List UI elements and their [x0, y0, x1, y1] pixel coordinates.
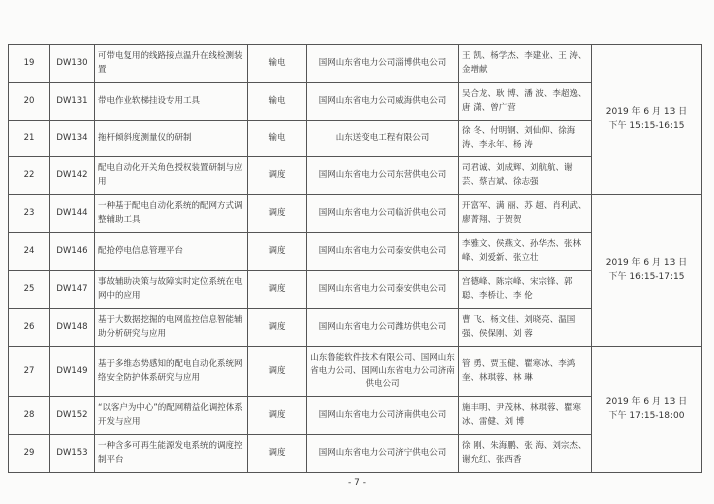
project-category: 调度: [248, 397, 307, 435]
time-slot: [592, 195, 702, 347]
row-number: 21: [9, 121, 50, 157]
row-number: 20: [9, 83, 50, 121]
time-date: 2019 年 6 月 13 日: [605, 258, 688, 268]
project-category: 调度: [248, 309, 307, 347]
project-title: 事故辅助决策与故障实时定位系统在电网中的应用: [95, 271, 248, 309]
project-code: DW149: [50, 347, 95, 397]
row-number: 22: [9, 157, 50, 195]
row-number: 19: [9, 45, 50, 83]
authors: 宫德峰、陈宗峰、宋宗锋、郭 聪、李桥让、李 伦: [459, 271, 592, 309]
organization: 国网山东省电力公司临沂供电公司: [307, 195, 459, 233]
authors: 吴合龙、耿 博、潘 波、李超逸、唐 潇、曾广营: [459, 83, 592, 121]
time-slot: [592, 45, 702, 195]
organization: 国网山东省电力公司泰安供电公司: [307, 271, 459, 309]
project-category: 输电: [248, 83, 307, 121]
authors: 司君诚、刘成辉、刘航航、谢 芸、蔡吉斌、徐志强: [459, 157, 592, 195]
authors: 管 勇、贾玉健、瞿寒冰、李鸿奎、林琪蓉、林 琳: [459, 347, 592, 397]
time-slot: [592, 347, 702, 473]
project-title: 配抢停电信息管理平台: [95, 233, 248, 271]
row-number: 29: [9, 435, 50, 473]
time-range: 下午 16:15-17:15: [608, 271, 685, 282]
authors: 李雅文、侯燕文、孙华杰、张林峰、刘爱新、张立壮: [459, 233, 592, 271]
organization: 山东送变电工程有限公司: [307, 121, 459, 157]
project-title: 一种基于配电自动化系统的配网方式调整辅助工具: [95, 195, 248, 233]
organization: 国网山东省电力公司济宁供电公司: [307, 435, 459, 473]
project-code: DW146: [50, 233, 95, 271]
project-category: 调度: [248, 157, 307, 195]
project-code: DW153: [50, 435, 95, 473]
project-title: 拖杆倾斜度测量仪的研制: [95, 121, 248, 157]
project-title: 基于大数据挖掘的电网监控信息智能辅助分析研究与应用: [95, 309, 248, 347]
project-title: 配电自动化开关角色授权装置研制与应用: [95, 157, 248, 195]
project-title: 基于多维态势感知的配电自动化系统网络安全防护体系研究与应用: [95, 347, 248, 397]
page-number: - 7 -: [348, 478, 366, 488]
row-number: 26: [9, 309, 50, 347]
authors: 施丰明、尹茂林、林琪蓉、瞿寒冰、雷健、刘 博: [459, 397, 592, 435]
organization: 国网山东省电力公司东营供电公司: [307, 157, 459, 195]
organization: 山东鲁能软件技术有限公司、国网山东省电力公司、国网山东省电力公司济南供电公司: [307, 347, 459, 397]
project-category: 输电: [248, 121, 307, 157]
authors: 曹 飞、杨文佳、刘晓亮、温国强、侯保刚、刘 蓉: [459, 309, 592, 347]
project-code: DW144: [50, 195, 95, 233]
organization: 国网山东省电力公司泰安供电公司: [307, 233, 459, 271]
project-code: DW131: [50, 83, 95, 121]
time-range: 下午 15:15-16:15: [608, 120, 685, 131]
project-title: “以客户为中心”的配网精益化调控体系开发与应用: [95, 397, 248, 435]
row-number: 23: [9, 195, 50, 233]
row-number: 27: [9, 347, 50, 397]
project-category: 调度: [248, 435, 307, 473]
project-category: 调度: [248, 233, 307, 271]
project-title: 一种含多可再生能源发电系统的调度控制平台: [95, 435, 248, 473]
project-code: DW142: [50, 157, 95, 195]
project-category: 调度: [248, 271, 307, 309]
project-code: DW148: [50, 309, 95, 347]
project-code: DW147: [50, 271, 95, 309]
project-category: 调度: [248, 347, 307, 397]
project-category: 输电: [248, 45, 307, 83]
project-title: 带电作业软梯挂设专用工具: [95, 83, 248, 121]
project-title: 可带电复用的线路接点温升在线检测装置: [95, 45, 248, 83]
organization: 国网山东省电力公司济南供电公司: [307, 397, 459, 435]
time-range: 下午 17:15-18:00: [608, 410, 685, 421]
table-row: [9, 45, 702, 83]
organization: 国网山东省电力公司淄博供电公司: [307, 45, 459, 83]
time-date: 2019 年 6 月 13 日: [605, 107, 688, 117]
schedule-table: [8, 44, 702, 473]
project-code: DW152: [50, 397, 95, 435]
project-category: 调度: [248, 195, 307, 233]
authors: 开富军、满 丽、苏 超、肖利武、廖菁翔、于贺贺: [459, 195, 592, 233]
authors: 王 凯、杨学杰、李建业、王 涛、金增献: [459, 45, 592, 83]
table-row: [9, 347, 702, 397]
project-code: DW134: [50, 121, 95, 157]
organization: 国网山东省电力公司潍坊供电公司: [307, 309, 459, 347]
row-number: 28: [9, 397, 50, 435]
time-date: 2019 年 6 月 13 日: [605, 397, 688, 407]
row-number: 24: [9, 233, 50, 271]
table-row: [9, 195, 702, 233]
project-code: DW130: [50, 45, 95, 83]
row-number: 25: [9, 271, 50, 309]
organization: 国网山东省电力公司威海供电公司: [307, 83, 459, 121]
authors: 徐 冬、付明钢、刘仙仰、徐海涛、李永年、杨 涛: [459, 121, 592, 157]
authors: 徐 刚、朱海鹏、张 海、刘宗杰、谢允红、张西香: [459, 435, 592, 473]
